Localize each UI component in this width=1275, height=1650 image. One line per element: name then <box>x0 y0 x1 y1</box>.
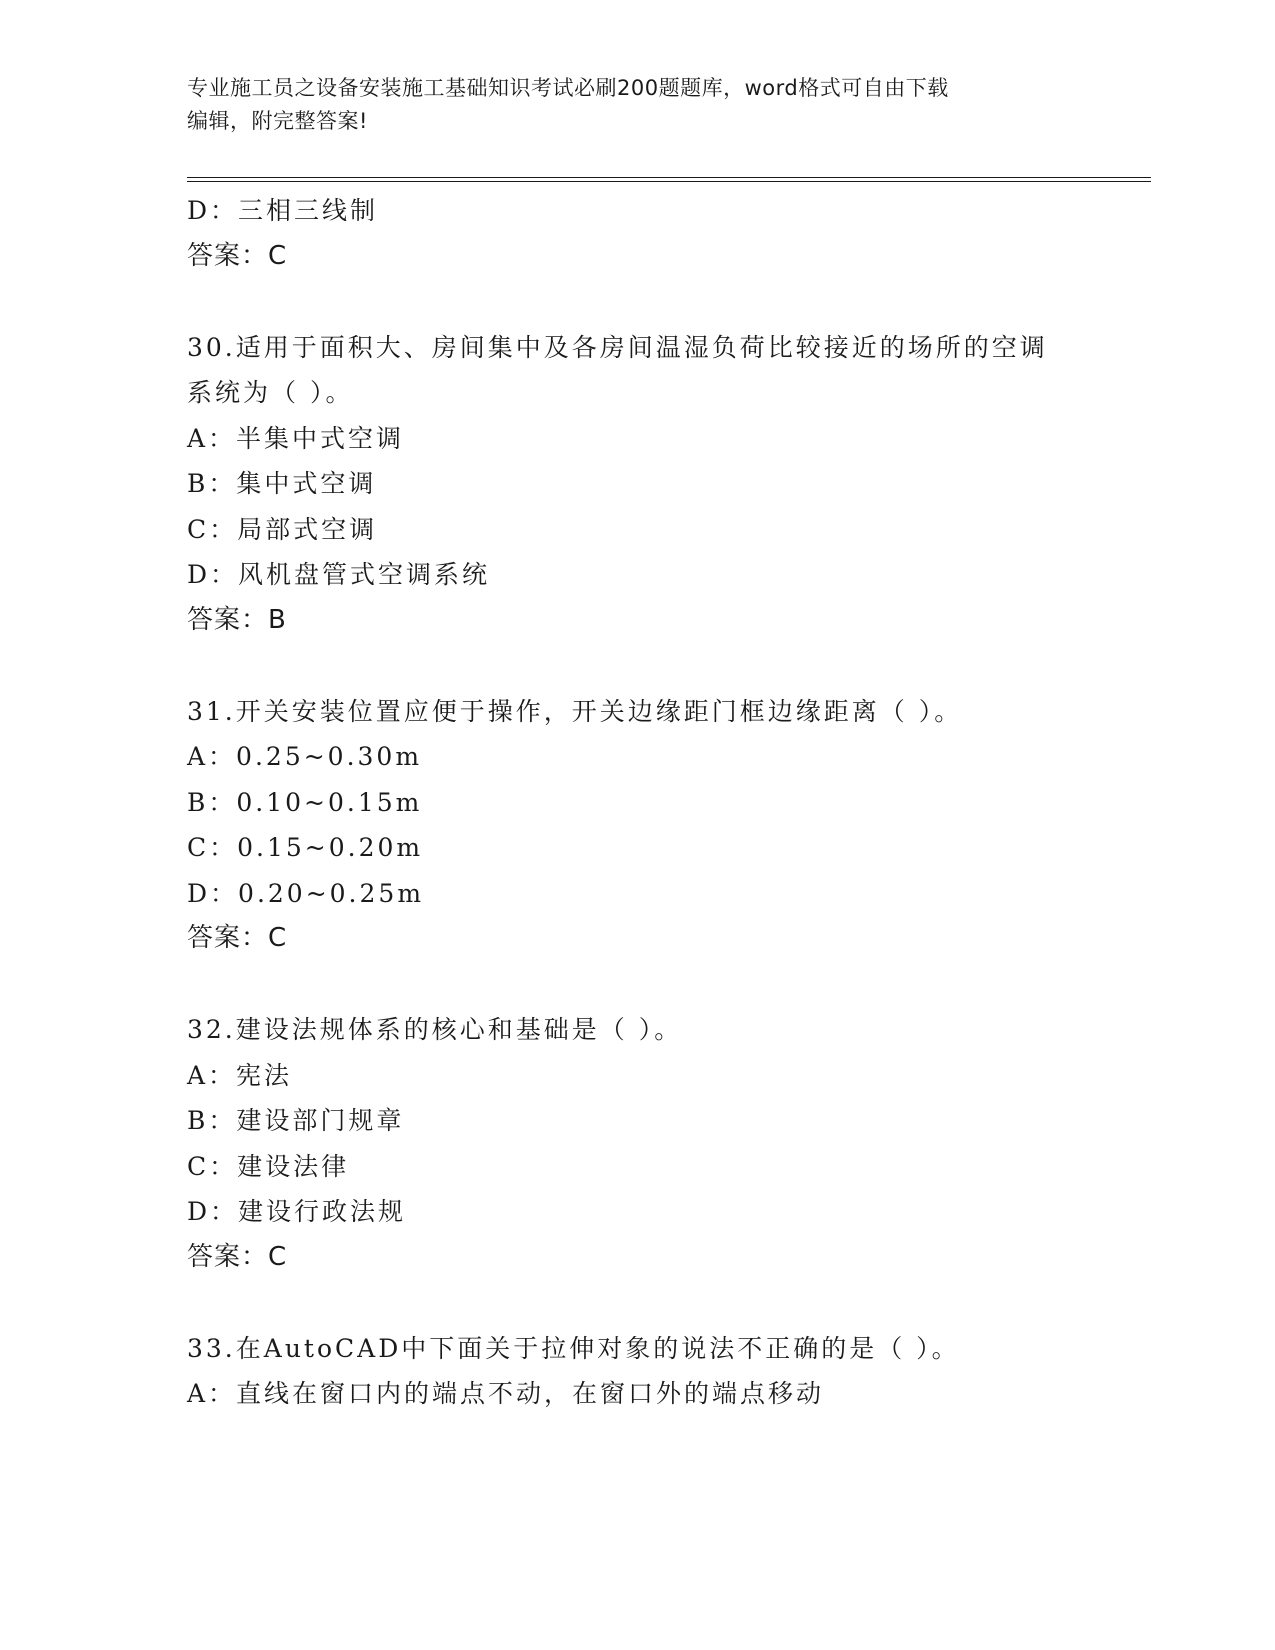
question-30 <box>187 325 1087 644</box>
spacer <box>187 279 1087 325</box>
option-b: B：集中式空调 <box>187 469 377 498</box>
spacer <box>187 1280 1087 1326</box>
header-divider-top <box>187 177 1151 178</box>
option-a: A：宪法 <box>187 1060 293 1090</box>
question-stem: 31.开关安装位置应便于操作，开关边缘距门框边缘距离（ ）。 <box>187 696 963 726</box>
header-title-line-1: 专业施工员之设备安装施工基础知识考试必刷200题题库，word格式可自由下载 <box>187 76 949 100</box>
question-stem: 33.在AutoCAD中下面关于拉伸对象的说法不正确的是（ ）。 <box>187 1333 960 1363</box>
answer: 答案：C <box>187 1241 288 1272</box>
question-stem: 32.建设法规体系的核心和基础是（ ）。 <box>187 1015 683 1044</box>
question-stem-continued: 系统为（ ）。 <box>187 378 354 407</box>
option-d: D：风机盘管式空调系统 <box>187 560 491 589</box>
spacer <box>187 962 1087 1008</box>
option-d: D：建设行政法规 <box>187 1197 407 1226</box>
answer: 答案：C <box>187 923 288 953</box>
option-d: D：三相三线制 <box>187 196 379 225</box>
document-header <box>187 72 1067 138</box>
option-c: C：0.15~0.20m <box>187 833 424 862</box>
option-b: B：0.10~0.15m <box>187 787 423 817</box>
answer: 答案：B <box>187 604 287 635</box>
option-d: D：0.20~0.25m <box>187 878 425 908</box>
answer: 答案：C <box>187 240 288 271</box>
option-a: A：0.25~0.30m <box>187 742 423 771</box>
question-stem: 30.适用于面积大、房间集中及各房间温湿负荷比较接近的场所的空调 <box>187 332 1048 362</box>
question-32 <box>187 1007 1087 1280</box>
question-content <box>187 188 1087 1417</box>
option-c: C：局部式空调 <box>187 514 378 544</box>
option-a: A：直线在窗口内的端点不动，在窗口外的端点移动 <box>187 1379 825 1408</box>
option-a: A：半集中式空调 <box>187 423 405 453</box>
header-title-line-2: 编辑，附完整答案! <box>187 109 368 133</box>
question-31 <box>187 689 1087 962</box>
question-33 <box>187 1326 1087 1417</box>
option-c: C：建设法律 <box>187 1151 350 1181</box>
header-divider-bottom <box>187 181 1151 182</box>
spacer <box>187 643 1087 689</box>
option-b: B：建设部门规章 <box>187 1106 405 1135</box>
